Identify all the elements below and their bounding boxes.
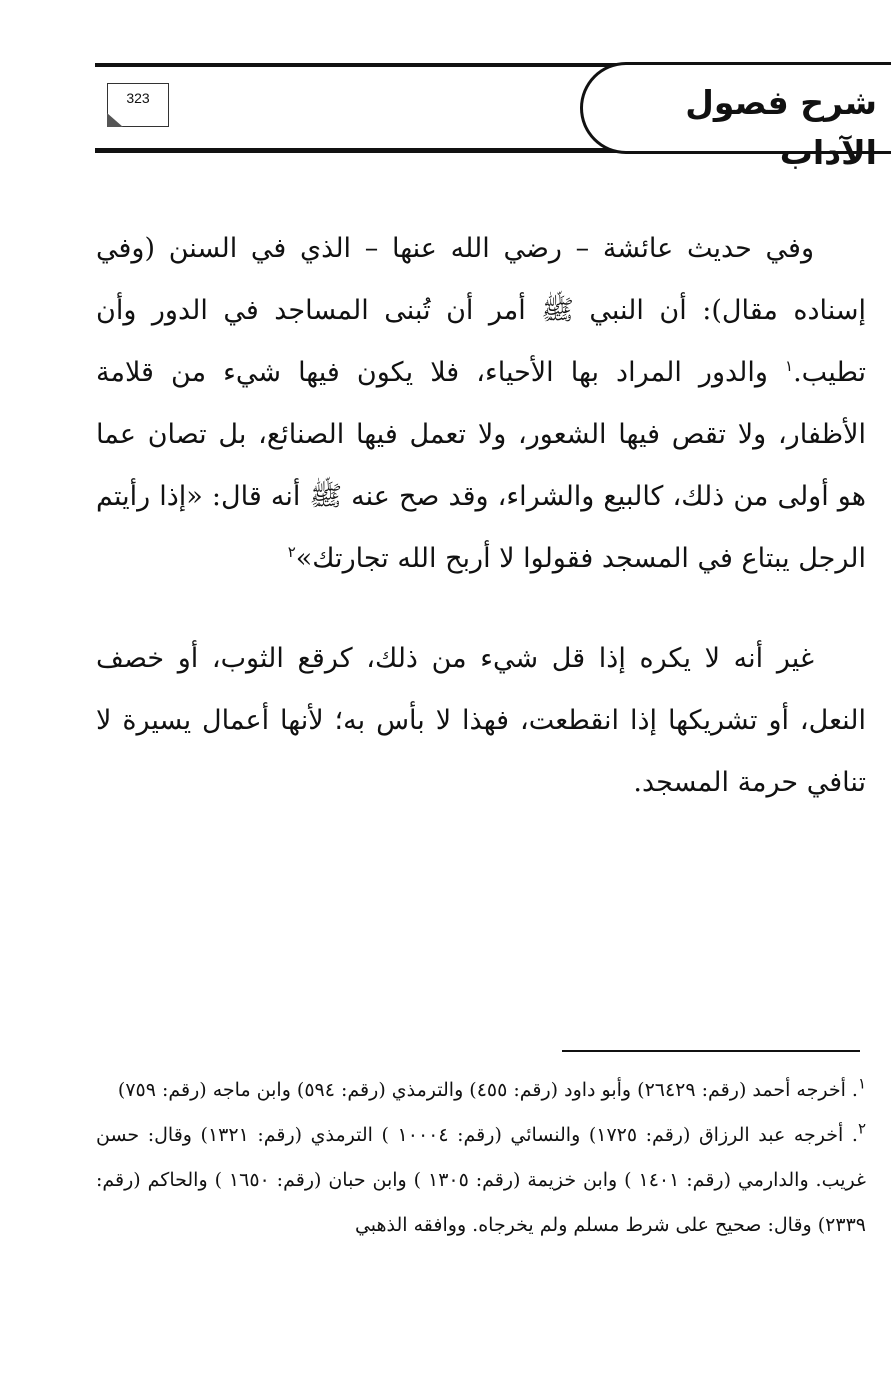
footnote-1	[96, 1068, 866, 1113]
footnote-ref-2: ٢	[287, 543, 296, 561]
page-fold-corner	[107, 113, 123, 127]
paragraph-1-text-continued: والدور المراد بها الأحياء، فلا يكون فيها شيء من قلامة الأظفار، ولا تقص فيها الشعور، ولا تعمل فيها الصنائع، بل تصان عما هو أولى من ذلك، كالبيع والشراء، وقد صح عنه ﷺ أنه قال: «إذا رأيتم الرجل يبتاع في المسجد فقولوا لا أربح الله تجارتك»	[96, 357, 866, 574]
paragraph-2	[96, 628, 866, 814]
footnote-text: . أخرجه عبد الرزاق (رقم: ١٧٢٥) والنسائي (رقم: ١٠٠٠٤ ) الترمذي (رقم: ١٣٢١) وقال: حسن غريب. والدارمي (رقم: ١٤٠١ ) وابن خزيمة (رقم: ١٣٠٥ ) وابن حبان (رقم: ١٦٥٠ ) والحاكم (رقم: ٢٣٣٩) وقال: صحيح على شرط مسلم ولم يخرجاه. ووافقه الذهبي	[96, 1124, 866, 1236]
footnote-2	[96, 1113, 866, 1248]
page-number-tab	[107, 83, 169, 127]
paragraph-2-text: غير أنه لا يكره إذا قل شيء من ذلك، كرقع الثوب، أو خصف النعل، أو تشريكها إذا انقطعت، فهذا لا بأس به؛ لأنها أعمال يسيرة لا تنافي حرمة المسجد.	[96, 643, 866, 798]
footnote-separator	[562, 1050, 860, 1052]
footnote-marker: ٢	[857, 1119, 866, 1138]
paragraph-1-text: وفي حديث عائشة – رضي الله عنها – الذي في السنن (وفي إسناده مقال): أن النبي ﷺ أمر أن تُبنى المساجد في الدور وأن تطيب.	[96, 233, 866, 388]
paragraph-1	[96, 218, 866, 590]
book-title: شرح فصول الآداب	[685, 83, 877, 172]
footnote-text: . أخرجه أحمد (رقم: ٢٦٤٢٩) وأبو داود (رقم: ٤٥٥) والترمذي (رقم: ٥٩٤) وابن ماجه (رقم: ٧٥٩)	[117, 1079, 858, 1101]
footnote-ref-1: ١	[785, 357, 794, 375]
page-number: 323	[126, 90, 150, 106]
footnote-marker: ١	[857, 1074, 866, 1093]
footnotes	[96, 1068, 866, 1248]
